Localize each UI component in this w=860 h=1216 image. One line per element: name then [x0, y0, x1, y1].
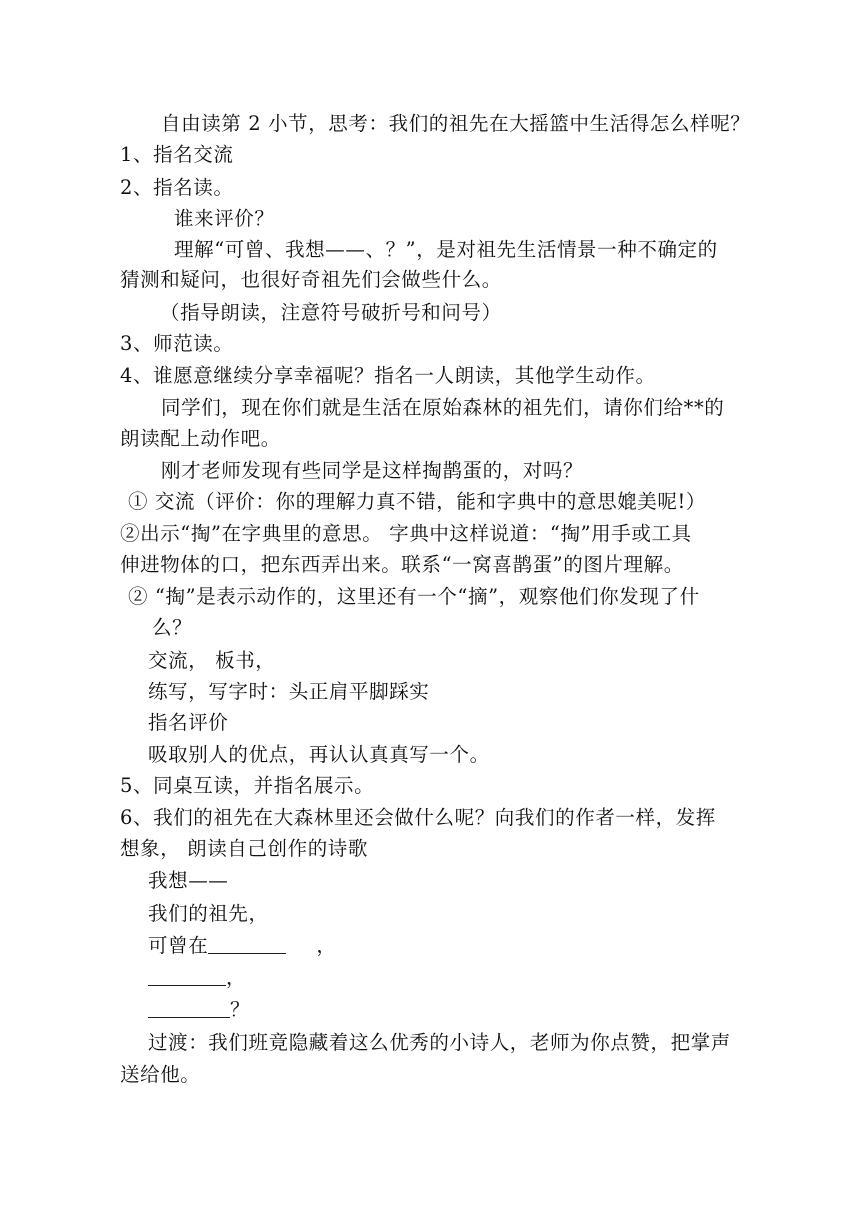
- poem-question-mark: ？: [230, 998, 251, 1021]
- paragraph-line: 指名评价: [148, 711, 229, 734]
- list-item: ① 交流（评价：你的理解力真不错，能和字典中的意思媲美呢!）: [128, 490, 707, 513]
- list-item: 1、指名交流: [120, 143, 234, 166]
- list-item: 2、指名读。: [120, 176, 234, 199]
- list-item: 5、同桌互读，并指名展示。: [120, 774, 375, 797]
- list-item: 3、师范读。: [120, 332, 234, 355]
- poem-comma: ，: [226, 966, 247, 989]
- list-item: ② “掏”是表示动作的，这里还有一个“摘”，观察他们你发现了什: [128, 585, 700, 608]
- paragraph-line: 理解“可曾、我想——、？”，是对祖先生活情景一种不确定的: [174, 238, 718, 261]
- poem-line: 我们的祖先，: [148, 902, 269, 925]
- paragraph-line: 自由读第 2 小节，思考：我们的祖先在大摇篮中生活得怎么样呢？: [161, 112, 751, 135]
- list-item: ②出示“掏”在字典里的意思。 字典中这样说道：“掏”用手或工具: [120, 522, 692, 545]
- paragraph-line: 过渡：我们班竟隐藏着这么优秀的小诗人，老师为你点赞，把掌声: [148, 1031, 731, 1054]
- paragraph-line: 谁来评价？: [174, 207, 275, 230]
- poem-line: [148, 966, 246, 990]
- paragraph-line: 送给他。: [120, 1063, 201, 1086]
- poem-line: 我想——: [148, 869, 229, 892]
- poem-line: [148, 998, 250, 1022]
- paragraph-line: （指导朗读，注意符号破折号和问号）: [160, 301, 502, 324]
- poem-comma: ，: [316, 934, 337, 957]
- paragraph-line: 伸进物体的口，把东西弄出来。联系“一窝喜鹊蛋”的图片理解。: [120, 553, 684, 576]
- paragraph-line: 么？: [152, 616, 193, 639]
- paragraph-line: 吸取别人的优点，再认认真真写一个。: [148, 743, 490, 766]
- paragraph-line: 朗读配上动作吧。: [120, 427, 281, 450]
- poem-line-text: 可曾在: [148, 934, 209, 957]
- list-item: 6、我们的祖先在大森林里还会做什么呢？向我们的作者一样，发挥: [120, 806, 716, 829]
- paragraph-line: 想象， 朗读自己创作的诗歌: [120, 837, 368, 860]
- paragraph-line: 练写，写字时：头正肩平脚踩实: [148, 680, 430, 703]
- paragraph-line: 交流， 板书，: [148, 649, 276, 672]
- paragraph-line: 同学们，现在你们就是生活在原始森林的祖先们，请你们给**的: [161, 396, 725, 419]
- fill-in-blank: [148, 967, 226, 986]
- paragraph-line: 刚才老师发现有些同学是这样掏鹊蛋的，对吗？: [161, 459, 584, 482]
- fill-in-blank: [148, 999, 230, 1018]
- list-item: 4、谁愿意继续分享幸福呢？指名一人朗读，其他学生动作。: [120, 364, 656, 387]
- fill-in-blank: [208, 935, 286, 954]
- paragraph-line: 猜测和疑问，也很好奇祖先们会做些什么。: [120, 268, 502, 291]
- poem-line: [148, 934, 336, 958]
